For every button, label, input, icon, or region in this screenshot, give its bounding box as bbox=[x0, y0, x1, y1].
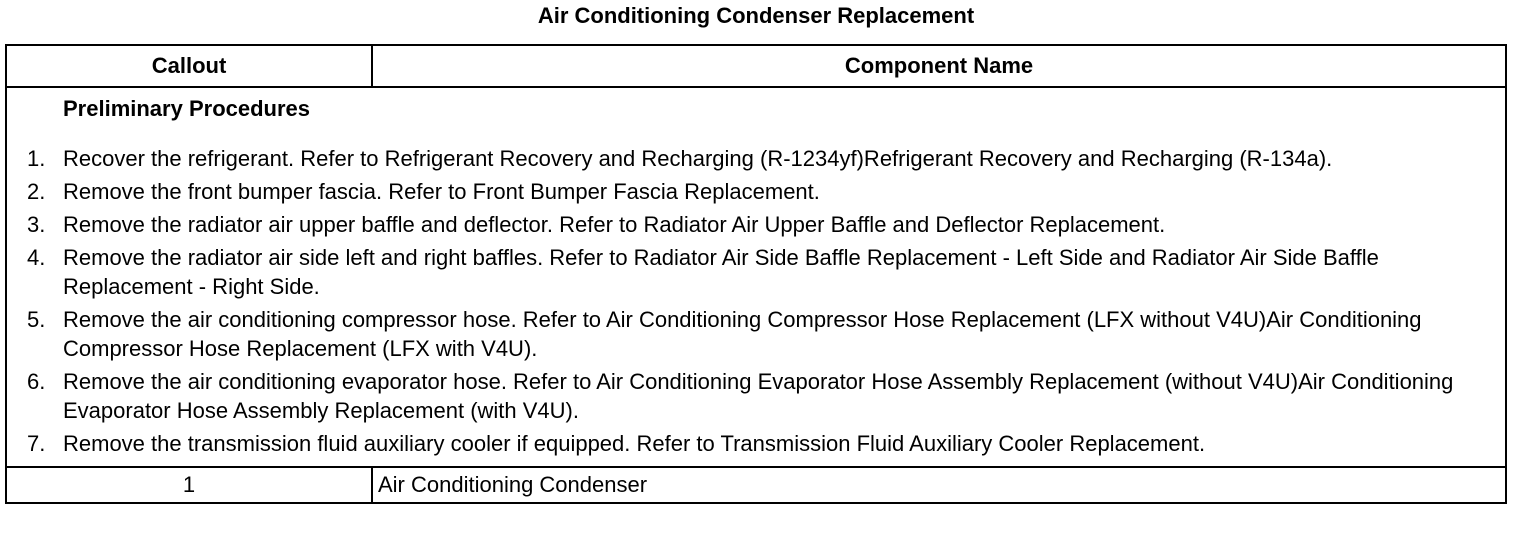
procedure-step bbox=[7, 243, 1499, 301]
step-text: Recover the refrigerant. Refer to Refrigerant Recovery and Recharging (R-1234yf)Refrigerant Recovery and Recharging (R-134a). bbox=[63, 146, 1333, 171]
table-header-row bbox=[6, 45, 1506, 87]
procedure-step bbox=[7, 144, 1499, 173]
step-number: 5. bbox=[27, 307, 46, 332]
preliminary-cell bbox=[6, 87, 1506, 467]
procedure-step-list bbox=[7, 144, 1499, 458]
preliminary-heading: Preliminary Procedures bbox=[63, 96, 311, 121]
step-number: 6. bbox=[27, 369, 46, 394]
component-name-cell: Air Conditioning Condenser bbox=[372, 467, 1506, 503]
table-row bbox=[6, 467, 1506, 503]
preliminary-row bbox=[6, 87, 1506, 467]
procedure-step bbox=[7, 429, 1499, 458]
step-number: 4. bbox=[27, 245, 46, 270]
step-text: Remove the front bumper fascia. Refer to Front Bumper Fascia Replacement. bbox=[63, 179, 820, 204]
procedure-step bbox=[7, 210, 1499, 239]
step-text: Remove the radiator air upper baffle and deflector. Refer to Radiator Air Upper Baffle and Deflector Replacement. bbox=[63, 212, 1166, 237]
callout-header: Callout bbox=[6, 45, 372, 87]
step-text: Remove the radiator air side left and right baffles. Refer to Radiator Air Side Baffle Replacement - Left Side and Radiator Air Side Baffle Replacement - Right Side. bbox=[63, 245, 1379, 299]
step-number: 3. bbox=[27, 212, 46, 237]
procedure-step bbox=[7, 305, 1499, 363]
step-text: Remove the air conditioning evaporator hose. Refer to Air Conditioning Evaporator Hose Assembly Replacement (without V4U)Air Conditioning Evaporator Hose Assembly Replacement (with V4U). bbox=[63, 369, 1454, 423]
step-text: Remove the transmission fluid auxiliary cooler if equipped. Refer to Transmission Fluid Auxiliary Cooler Replacement. bbox=[63, 431, 1206, 456]
step-number: 1. bbox=[27, 146, 46, 171]
component-table bbox=[5, 44, 1507, 504]
step-number: 2. bbox=[27, 179, 46, 204]
component-name-header: Component Name bbox=[372, 45, 1506, 87]
page-title: Air Conditioning Condenser Replacement bbox=[537, 3, 975, 28]
procedure-step bbox=[7, 177, 1499, 206]
callout-cell: 1 bbox=[6, 467, 372, 503]
procedure-step bbox=[7, 367, 1499, 425]
step-text: Remove the air conditioning compressor hose. Refer to Air Conditioning Compressor Hose Replacement (LFX without V4U)Air Conditioning Compressor Hose Replacement (LFX with V4U). bbox=[63, 307, 1422, 361]
step-number: 7. bbox=[27, 431, 46, 456]
